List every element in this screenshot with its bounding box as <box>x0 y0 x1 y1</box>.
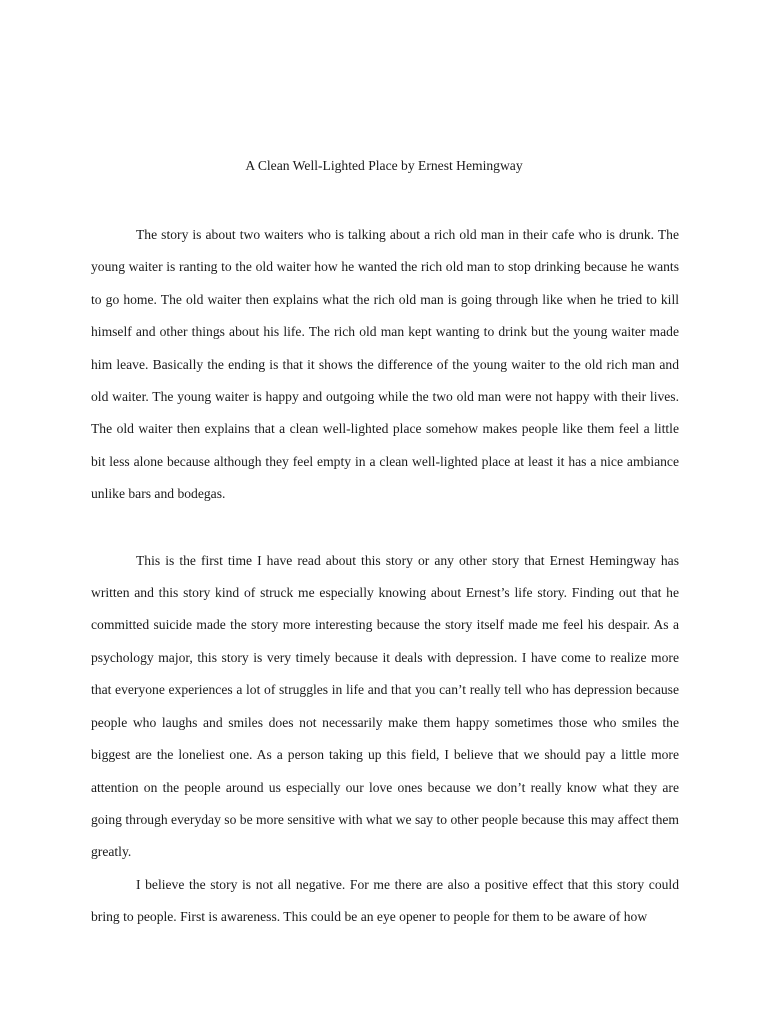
paragraph-summary: The story is about two waiters who is talking about a rich old man in their cafe who is drunk. The young waiter is ranting to the old waiter how he wanted the rich old man to stop drinking because he wants to go home. The old waiter then explains what the rich old man is going through like when he tried to kill himself and other things about his life. The rich old man kept wanting to drink but the young waiter made him leave. Basically the ending is that it shows the difference of the young waiter to the old rich man and old waiter. The young waiter is happy and outgoing while the two old man were not happy with their lives. The old waiter then explains that a clean well-lighted place somehow makes people like them feel a little bit less alone because although they feel empty in a clean well-lighted place at least it has a nice ambiance unlike bars and bodegas. <box>91 227 679 502</box>
paragraph-reflection: This is the first time I have read about this story or any other story that Ernest Hemingway has written and this story kind of struck me especially knowing about Ernest’s life story. Finding out that he committed suicide made the story more interesting because the story itself made me feel his despair. As a psychology major, this story is very timely because it deals with depression. I have come to realize more that everyone experiences a lot of struggles in life and that you can’t really tell who has depression because people who laughs and smiles does not necessarily make them happy sometimes those who smiles the biggest are the loneliest one. As a person taking up this field, I believe that we should pay a little more attention on the people around us especially our love ones because we don’t really know what they are going through everyday so be more sensitive with what we say to other people because this may affect them greatly. <box>91 552 679 860</box>
document-body <box>91 219 679 934</box>
document-title: A Clean Well-Lighted Place by Ernest Hemingway <box>245 158 523 173</box>
paragraph-positive-effect: I believe the story is not all negative. For me there are also a positive effect that this story could bring to people. First is awareness. This could be an eye opener to people for them to be aware of how <box>91 876 679 925</box>
